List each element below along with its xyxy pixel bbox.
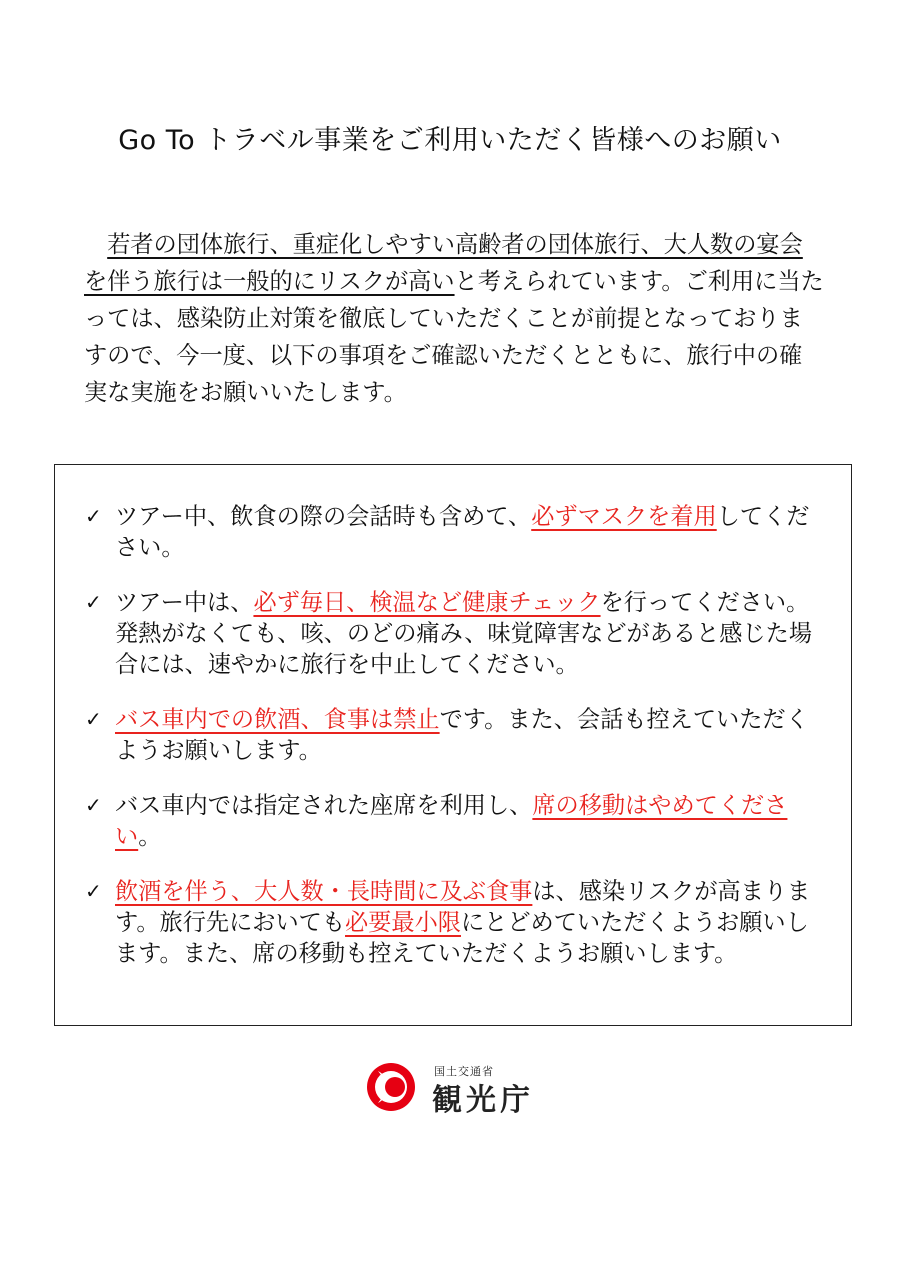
checkmark-icon: ✓ [85, 879, 102, 903]
request-item-mask [85, 501, 825, 563]
item-emphasis: バス車内での飲酒、食事は禁止 [115, 706, 440, 733]
intro-text: と考えられています。ご利用に当たっては、感染防止対策を徹底していただくことが前提となっておりますので、今一度、以下の事項をご確認いただくとともに、旅行中の確実な実施をお願いいたします。 [84, 268, 824, 406]
item-emphasis: 席の移動はやめてください [115, 792, 788, 850]
item-text: は、感染リスクが高まります。旅行先においても [115, 878, 811, 936]
request-item-bus-seating [85, 790, 825, 852]
request-item-dining [85, 876, 825, 969]
intro-underlined-text: 若者の団体旅行、重症化しやすい高齢者の団体旅行、大人数の宴会を伴う旅行は一般的にリスクが高い [84, 231, 803, 295]
checkmark-icon: ✓ [85, 504, 102, 528]
item-emphasis: 必ず毎日、検温など健康チェック [253, 589, 601, 616]
item-text: してください。 [115, 503, 810, 561]
item-text: ツアー中は、 [115, 589, 254, 616]
item-emphasis: 必要最小限 [345, 909, 461, 936]
item-text: です。また、会話も控えていただくようお願いします。 [115, 706, 809, 764]
agency-name: 観光庁 [432, 1083, 534, 1118]
item-text: にとどめていただくようお願いします。また、席の移動も控えていただくようお願いします。 [115, 909, 809, 967]
item-emphasis: 必ずマスクを着用 [531, 503, 717, 530]
agency-logo [364, 1061, 544, 1118]
request-box [54, 464, 852, 1026]
request-item-bus-no-eating [85, 704, 825, 766]
page-title: Go To トラベル事業をご利用いただく皆様へのお願い [118, 125, 782, 156]
ministry-name: 国土交通省 [434, 1065, 494, 1078]
checkmark-icon: ✓ [85, 590, 102, 614]
item-text: ツアー中、飲食の際の会話時も含めて、 [115, 503, 532, 530]
item-text: を行ってください。発熱がなくても、咳、のどの痛み、味覚障害などがあると感じた場合には、速やかに旅行を中止してください。 [115, 589, 813, 678]
request-item-health-check [85, 587, 825, 680]
item-text: バス車内では指定された座席を利用し、 [115, 792, 533, 819]
intro-paragraph [84, 226, 824, 411]
checkmark-icon: ✓ [85, 793, 102, 817]
checkmark-icon: ✓ [85, 707, 102, 731]
item-text: 。 [138, 823, 162, 850]
japan-tourism-agency-logo-mark-icon [364, 1061, 418, 1113]
request-list [85, 501, 825, 993]
item-emphasis: 飲酒を伴う、大人数・長時間に及ぶ食事 [115, 878, 533, 905]
